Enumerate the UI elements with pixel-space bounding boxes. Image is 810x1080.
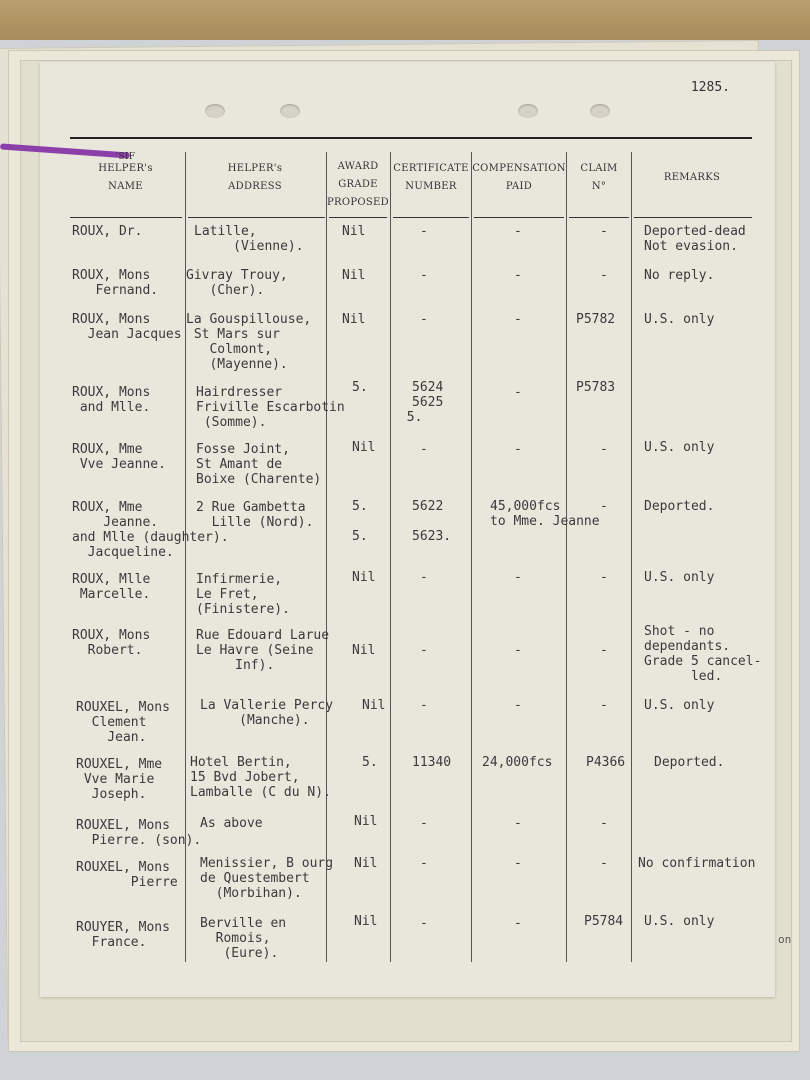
header-helper-address: HELPER's ADDRESS xyxy=(227,163,283,192)
punch-hole-1 xyxy=(205,104,225,118)
row-2-name: ROUX, Mons Fernand. xyxy=(72,268,159,298)
row-3-name: ROUX, Mons Jean Jacques xyxy=(72,312,182,342)
row-2-award: Nil xyxy=(342,268,366,283)
row-10-certificate: 11340 xyxy=(412,755,452,770)
row-13-certificate: - xyxy=(420,916,428,931)
row-12-award: Nil xyxy=(354,856,378,871)
row-4-award: 5. 5. xyxy=(352,380,423,425)
row-3-address: La Gouspillouse, St Mars sur Colmont, (Mayenne). xyxy=(186,312,312,372)
row-8-award: Nil xyxy=(352,643,376,658)
row-8-remarks: Shot - no dependants. Grade 5 cancel- led. xyxy=(644,624,762,684)
row-7-award: Nil xyxy=(352,570,376,585)
row-1-claim: - xyxy=(600,224,608,239)
edge-text-right-2: on xyxy=(778,933,792,946)
row-7-certificate: - xyxy=(420,570,428,585)
row-5-name: ROUX, Mme Vve Jeanne. xyxy=(72,442,166,472)
row-12-remarks: No confirmation xyxy=(638,856,756,871)
header-name-top: 'SIF xyxy=(115,152,136,162)
row-4-name: ROUX, Mons and Mlle. xyxy=(72,385,151,415)
punch-hole-2 xyxy=(280,104,300,118)
row-1-address: Latille, (Vienne). xyxy=(194,224,304,254)
punch-hole-4 xyxy=(590,104,610,118)
row-9-name: ROUXEL, Mons Clement Jean. xyxy=(76,700,170,745)
row-13-compensation: - xyxy=(514,916,522,931)
header-underline-remarks xyxy=(634,217,752,218)
row-6-name: ROUX, Mme Jeanne. and Mlle (daughter). Jacqueline. xyxy=(72,500,229,560)
row-6-award: 5. 5. xyxy=(352,499,368,544)
row-5-certificate: - xyxy=(420,442,428,457)
row-6-address: 2 Rue Gambetta Lille (Nord). xyxy=(196,500,314,530)
row-12-compensation: - xyxy=(514,856,522,871)
row-1-compensation: - xyxy=(514,224,522,239)
row-7-remarks: U.S. only xyxy=(644,570,715,585)
punch-hole-3 xyxy=(518,104,538,118)
row-3-compensation: - xyxy=(514,312,522,327)
row-11-name: ROUXEL, Mons Pierre. (son). xyxy=(76,818,202,848)
column-divider-6 xyxy=(631,152,632,962)
row-9-claim: - xyxy=(600,698,608,713)
header-top-rule xyxy=(70,137,752,139)
row-13-award: Nil xyxy=(354,914,378,929)
row-13-address: Berville en Romois, (Eure). xyxy=(200,916,287,961)
row-11-certificate: - xyxy=(420,816,428,831)
row-8-compensation: - xyxy=(514,643,522,658)
header-underline-certificate xyxy=(393,217,469,218)
row-3-remarks: U.S. only xyxy=(644,312,715,327)
row-7-address: Infirmerie, Le Fret, (Finistere). xyxy=(196,572,290,617)
row-1-certificate: - xyxy=(420,224,428,239)
row-4-certificate: 5624 5625 xyxy=(412,380,444,410)
row-3-certificate: - xyxy=(420,312,428,327)
header-remarks: REMARKS xyxy=(663,172,721,183)
row-2-claim: - xyxy=(600,268,608,283)
row-13-name: ROUYER, Mons France. xyxy=(76,920,170,950)
row-4-compensation: - xyxy=(514,385,522,400)
row-1-remarks: Deported-dead Not evasion. xyxy=(644,224,746,254)
row-3-award: Nil xyxy=(342,312,366,327)
desk-wood-surface xyxy=(0,0,810,40)
row-6-compensation: 45,000fcs to Mme. Jeanne xyxy=(490,499,600,529)
row-10-address: Hotel Bertin, 15 Bvd Jobert, Lamballe (C du N). xyxy=(190,755,331,800)
row-2-address: Givray Trouy, (Cher). xyxy=(186,268,288,298)
row-5-claim: - xyxy=(600,442,608,457)
row-6-claim: - xyxy=(600,499,608,514)
column-divider-2 xyxy=(326,152,327,962)
header-claim-number: CLAIM N° xyxy=(580,163,618,192)
header-helper-name: HELPER's NAME xyxy=(98,163,153,192)
row-9-address: La Vallerie Percy (Manche). xyxy=(200,698,334,728)
row-1-award: Nil xyxy=(342,224,366,239)
column-divider-5 xyxy=(566,152,567,962)
row-4-address: Hairdresser Friville Escarbotin (Somme). xyxy=(196,385,345,430)
row-12-name: ROUXEL, Mons Pierre xyxy=(76,860,178,890)
row-9-remarks: U.S. only xyxy=(644,698,715,713)
row-9-compensation: - xyxy=(514,698,522,713)
row-7-compensation: - xyxy=(514,570,522,585)
row-11-claim: - xyxy=(600,816,608,831)
row-8-claim: - xyxy=(600,643,608,658)
row-10-claim: P4366 xyxy=(586,755,626,770)
row-6-certificate: 5622 5623. xyxy=(412,499,452,544)
row-3-claim: P5782 xyxy=(576,312,616,327)
row-10-remarks: Deported. xyxy=(654,755,725,770)
row-11-address: As above xyxy=(200,816,263,831)
row-8-certificate: - xyxy=(420,643,428,658)
header-underline-name xyxy=(70,217,182,218)
row-2-remarks: No reply. xyxy=(644,268,715,283)
row-12-address: Menissier, B ourg de Questembert (Morbihan). xyxy=(200,856,334,901)
row-5-address: Fosse Joint, St Amant de Boixe (Charente) xyxy=(196,442,322,487)
row-11-compensation: - xyxy=(514,816,522,831)
header-certificate-number: CERTIFICATE NUMBER xyxy=(393,163,469,192)
row-6-remarks: Deported. xyxy=(644,499,715,514)
row-10-name: ROUXEL, Mme Vve Marie Joseph. xyxy=(76,757,163,802)
row-9-award: Nil xyxy=(362,698,386,713)
row-11-award: Nil xyxy=(354,814,378,829)
row-2-compensation: - xyxy=(514,268,522,283)
row-10-award: 5. xyxy=(362,755,378,770)
header-underline-address xyxy=(188,217,325,218)
row-12-certificate: - xyxy=(420,856,428,871)
header-compensation-paid: COMPENSATION PAID xyxy=(472,163,566,192)
row-2-certificate: - xyxy=(420,268,428,283)
header-underline-award xyxy=(329,217,387,218)
row-9-certificate: - xyxy=(420,698,428,713)
row-5-remarks: U.S. only xyxy=(644,440,715,455)
column-divider-3 xyxy=(390,152,391,962)
row-5-compensation: - xyxy=(514,442,522,457)
row-4-claim: P5783 xyxy=(576,380,616,395)
header-underline-compensation xyxy=(474,217,564,218)
page-number: 1285. xyxy=(690,80,730,95)
column-divider-4 xyxy=(471,152,472,962)
document-page xyxy=(40,62,775,997)
row-10-compensation: 24,000fcs xyxy=(482,755,553,770)
row-13-claim: P5784 xyxy=(584,914,624,929)
row-1-name: ROUX, Dr. xyxy=(72,224,143,239)
header-underline-claim xyxy=(569,217,629,218)
header-award-grade: AWARD GRADE PROPOSED xyxy=(327,161,389,208)
row-12-claim: - xyxy=(600,856,608,871)
row-7-claim: - xyxy=(600,570,608,585)
row-13-remarks: U.S. only xyxy=(644,914,715,929)
row-8-name: ROUX, Mons Robert. xyxy=(72,628,151,658)
row-7-name: ROUX, Mlle Marcelle. xyxy=(72,572,151,602)
row-5-award: Nil xyxy=(352,440,376,455)
row-8-address: Rue Edouard Larue Le Havre (Seine Inf). xyxy=(196,628,330,673)
